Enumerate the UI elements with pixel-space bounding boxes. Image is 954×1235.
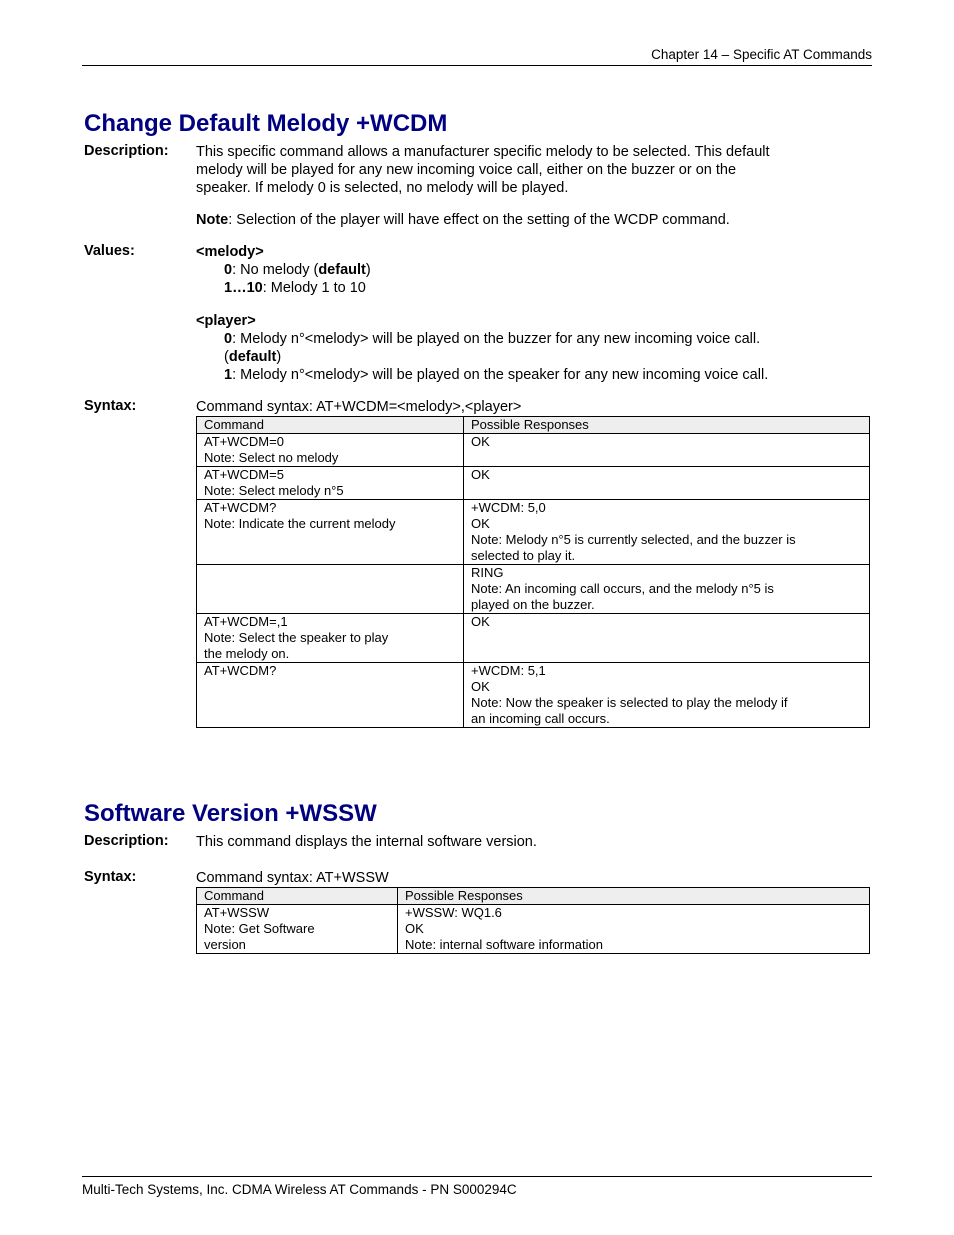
- cell-line: Note: Select the speaker to play: [204, 630, 389, 645]
- value-text: ): [276, 349, 282, 365]
- cell-line: an incoming call occurs.: [471, 711, 610, 726]
- desc-line: This specific command allows a manufacturer specific melody to be selected. This default: [196, 144, 770, 160]
- cell-line: Note: Select melody n°5: [204, 483, 344, 498]
- cell-line: RING: [471, 565, 504, 580]
- cell-line: Note: Select no melody: [204, 450, 339, 465]
- cell-line: Note: Get Software: [204, 921, 315, 936]
- player-value-1: [196, 366, 768, 384]
- cell-line: the melody on.: [204, 646, 290, 661]
- table-header-cell: Possible Responses: [398, 888, 870, 905]
- table-row: [197, 614, 870, 663]
- command-cell: [197, 905, 398, 954]
- desc-line: melody will be played for any new incoming voice call, either on the buzzer or on the: [196, 162, 737, 178]
- cell-line: AT+WSSW: [204, 905, 270, 920]
- wssw-command-table: [196, 887, 870, 954]
- value-text: : No melody (: [232, 262, 319, 278]
- cell-line: OK: [471, 434, 490, 449]
- value-text: (: [224, 349, 229, 365]
- command-cell: [197, 467, 464, 500]
- table-header-row: [197, 417, 870, 434]
- cell-line: AT+WCDM=0: [204, 434, 284, 449]
- player-values: [196, 312, 768, 384]
- footer-text: Multi-Tech Systems, Inc. CDMA Wireless AT Commands - PN S000294C: [82, 1182, 517, 1197]
- cell-line: OK: [471, 467, 490, 482]
- cell-line: OK: [471, 614, 490, 629]
- melody-value-1: [196, 279, 371, 297]
- value-text: ): [365, 262, 371, 278]
- cell-line: Note: Now the speaker is selected to play the melody if: [471, 695, 788, 710]
- cell-line: AT+WCDM=,1: [204, 614, 288, 629]
- wcdm-description: [196, 143, 770, 197]
- melody-value-0: [196, 261, 371, 279]
- value-key: 0: [224, 331, 233, 347]
- response-cell: [398, 905, 870, 954]
- cell-line: +WSSW: WQ1.6: [405, 905, 502, 920]
- table-header-cell: Command: [197, 417, 464, 434]
- response-cell: [464, 565, 870, 614]
- description-label: Description:: [84, 143, 169, 159]
- value-text: : Melody n°<melody> will be played on the speaker for any new incoming voice call.: [232, 367, 769, 383]
- cell-line: AT+WCDM?: [204, 500, 277, 515]
- section-title-wcdm: Change Default Melody +WCDM: [84, 110, 448, 137]
- cell-line: OK: [405, 921, 424, 936]
- table-row: [197, 500, 870, 565]
- response-cell: [464, 434, 870, 467]
- desc-line: speaker. If melody 0 is selected, no melody will be played.: [196, 180, 569, 196]
- description-label: Description:: [84, 833, 169, 849]
- wcdm-command-table: [196, 416, 870, 728]
- cell-line: OK: [471, 679, 490, 694]
- page-header: [82, 47, 872, 66]
- melody-values: [196, 243, 371, 297]
- cell-line: AT+WCDM?: [204, 663, 277, 678]
- cell-line: AT+WCDM=5: [204, 467, 284, 482]
- table-row: [197, 467, 870, 500]
- wssw-description: This command displays the internal software version.: [196, 834, 537, 850]
- table-header-cell: Command: [197, 888, 398, 905]
- cell-line: Note: internal software information: [405, 937, 603, 952]
- table-row: [197, 905, 870, 954]
- melody-param: <melody>: [196, 244, 264, 260]
- section-title-wssw: Software Version +WSSW: [84, 800, 377, 827]
- table-header-cell: Possible Responses: [464, 417, 870, 434]
- wcdm-syntax: Command syntax: AT+WCDM=<melody>,<player>: [196, 399, 522, 415]
- response-cell: [464, 663, 870, 728]
- syntax-label: Syntax:: [84, 398, 137, 414]
- page-footer: [82, 1176, 872, 1197]
- value-key: 0: [224, 262, 233, 278]
- player-value-0: [196, 330, 768, 348]
- value-key: 1…10: [224, 280, 263, 296]
- default-tag: default: [228, 349, 277, 365]
- wcdm-note: [196, 211, 730, 229]
- command-cell: [197, 565, 464, 614]
- player-value-0-default: [196, 348, 768, 366]
- command-cell: [197, 434, 464, 467]
- table-row: [197, 565, 870, 614]
- response-cell: [464, 614, 870, 663]
- response-cell: [464, 500, 870, 565]
- syntax-label: Syntax:: [84, 869, 137, 885]
- value-key: 1: [224, 367, 233, 383]
- value-text: : Melody n°<melody> will be played on the buzzer for any new incoming voice call.: [232, 331, 761, 347]
- cell-line: Note: Melody n°5 is currently selected, and the buzzer is: [471, 532, 796, 547]
- table-header-row: [197, 888, 870, 905]
- cell-line: Note: An incoming call occurs, and the melody n°5 is: [471, 581, 774, 596]
- table-row: [197, 663, 870, 728]
- command-cell: [197, 500, 464, 565]
- cell-line: +WCDM: 5,1: [471, 663, 546, 678]
- response-cell: [464, 467, 870, 500]
- cell-line: OK: [471, 516, 490, 531]
- command-cell: [197, 663, 464, 728]
- header-text: Chapter 14 – Specific AT Commands: [651, 47, 872, 62]
- command-cell: [197, 614, 464, 663]
- cell-line: version: [204, 937, 246, 952]
- default-tag: default: [318, 262, 366, 278]
- table-row: [197, 434, 870, 467]
- cell-line: selected to play it.: [471, 548, 576, 563]
- cell-line: [204, 565, 456, 581]
- player-param: <player>: [196, 313, 256, 329]
- value-text: : Melody 1 to 10: [262, 280, 366, 296]
- note-text: : Selection of the player will have effect on the setting of the WCDP command.: [228, 212, 730, 228]
- cell-line: played on the buzzer.: [471, 597, 595, 612]
- wssw-syntax: Command syntax: AT+WSSW: [196, 870, 389, 886]
- note-label: Note: [196, 212, 229, 228]
- cell-line: +WCDM: 5,0: [471, 500, 546, 515]
- cell-line: Note: Indicate the current melody: [204, 516, 396, 531]
- values-label: Values:: [84, 243, 135, 259]
